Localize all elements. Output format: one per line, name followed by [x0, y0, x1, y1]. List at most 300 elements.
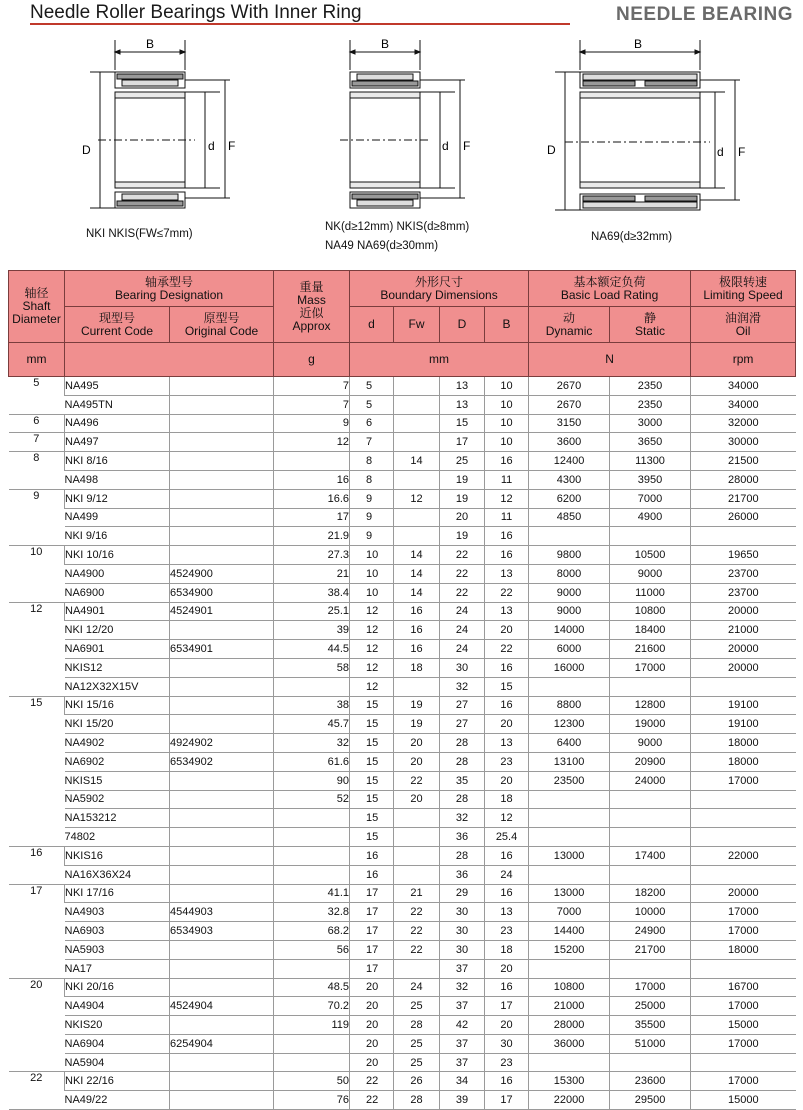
- cell-outer-D: 30: [440, 903, 485, 922]
- cell-original-code: 6254904: [170, 1034, 274, 1053]
- cell-current-code: 74802: [65, 828, 170, 847]
- header-fw: Fw: [394, 307, 440, 343]
- cell-limiting-speed: 34000: [691, 377, 796, 396]
- cell-mass: 27.3: [274, 546, 350, 565]
- cell-bore-d: 15: [350, 696, 394, 715]
- cell-width-B: 20: [485, 1016, 529, 1035]
- cell-shaft-diameter: 20: [9, 978, 65, 1072]
- cell-fw: 26: [394, 1072, 440, 1091]
- cell-original-code: [170, 377, 274, 396]
- cell-static-load: 9000: [610, 564, 691, 583]
- cell-original-code: 4524904: [170, 997, 274, 1016]
- cell-dynamic-load: 21000: [529, 997, 610, 1016]
- table-row: [9, 377, 796, 396]
- cell-limiting-speed: 18000: [691, 734, 796, 753]
- diagram-caption-na69: NA69(d≥32mm): [591, 231, 673, 243]
- cell-bore-d: 10: [350, 546, 394, 565]
- cell-dynamic-load: 4850: [529, 508, 610, 527]
- cell-mass: 76: [274, 1091, 350, 1110]
- page-header: [0, 0, 803, 30]
- cell-limiting-speed: 17000: [691, 1072, 796, 1091]
- brand-title: NEEDLE BEARING: [616, 4, 793, 25]
- cell-fw: [394, 846, 440, 865]
- unit-mass: g: [274, 343, 350, 377]
- cell-outer-D: 20: [440, 508, 485, 527]
- header-dynamic: 动 Dynamic: [529, 307, 610, 343]
- cell-static-load: 12800: [610, 696, 691, 715]
- cell-width-B: 17: [485, 1091, 529, 1110]
- cell-current-code: NA6901: [65, 640, 170, 659]
- cell-mass: 45.7: [274, 715, 350, 734]
- cell-fw: 22: [394, 771, 440, 790]
- cell-dynamic-load: 10800: [529, 978, 610, 997]
- cell-dynamic-load: 28000: [529, 1016, 610, 1035]
- header-bearing-designation: 轴承型号 Bearing Designation: [65, 271, 274, 307]
- cell-shaft-diameter: 7: [9, 433, 65, 452]
- table-row: [9, 828, 796, 847]
- cell-static-load: 25000: [610, 997, 691, 1016]
- cell-bore-d: 6: [350, 414, 394, 433]
- cell-bore-d: 8: [350, 470, 394, 489]
- header-basic-load-rating: 基本额定负荷 Basic Load Rating: [529, 271, 691, 307]
- cell-outer-D: 34: [440, 1072, 485, 1091]
- cell-mass: 58: [274, 658, 350, 677]
- bearing-diagram-na69: [540, 32, 760, 227]
- cell-outer-D: 22: [440, 564, 485, 583]
- cell-width-B: 20: [485, 715, 529, 734]
- cell-bore-d: 15: [350, 752, 394, 771]
- cell-limiting-speed: 21500: [691, 452, 796, 471]
- cell-width-B: 23: [485, 922, 529, 941]
- cell-width-B: 16: [485, 546, 529, 565]
- cell-static-load: 3000: [610, 414, 691, 433]
- table-row: [9, 715, 796, 734]
- cell-outer-D: 42: [440, 1016, 485, 1035]
- cell-original-code: 6534900: [170, 583, 274, 602]
- cell-bore-d: 12: [350, 621, 394, 640]
- cell-limiting-speed: 34000: [691, 395, 796, 414]
- cell-outer-D: 28: [440, 734, 485, 753]
- cell-bore-d: 17: [350, 959, 394, 978]
- cell-static-load: 3650: [610, 433, 691, 452]
- cell-fw: [394, 433, 440, 452]
- table-row: [9, 1053, 796, 1072]
- cell-static-load: 24900: [610, 922, 691, 941]
- cell-limiting-speed: 17000: [691, 903, 796, 922]
- cell-bore-d: 22: [350, 1072, 394, 1091]
- cell-mass: 70.2: [274, 997, 350, 1016]
- cell-current-code: NKI 15/20: [65, 715, 170, 734]
- cell-dynamic-load: 12300: [529, 715, 610, 734]
- cell-original-code: 4524901: [170, 602, 274, 621]
- cell-fw: 22: [394, 922, 440, 941]
- cell-bore-d: 5: [350, 395, 394, 414]
- cell-fw: 14: [394, 564, 440, 583]
- cell-original-code: [170, 414, 274, 433]
- cell-current-code: NKIS12: [65, 658, 170, 677]
- table-row: [9, 602, 796, 621]
- cell-width-B: 16: [485, 452, 529, 471]
- cell-bore-d: 7: [350, 433, 394, 452]
- cell-limiting-speed: 22000: [691, 846, 796, 865]
- table-row: [9, 959, 796, 978]
- cell-fw: 28: [394, 1016, 440, 1035]
- table-row: [9, 978, 796, 997]
- table-row: [9, 790, 796, 809]
- table-row: [9, 1072, 796, 1091]
- cell-width-B: 30: [485, 1034, 529, 1053]
- cell-fw: 28: [394, 1091, 440, 1110]
- cell-width-B: 10: [485, 433, 529, 452]
- cell-outer-D: 37: [440, 997, 485, 1016]
- cell-static-load: 9000: [610, 734, 691, 753]
- bearing-spec-table: [8, 270, 796, 1110]
- cell-current-code: NA6904: [65, 1034, 170, 1053]
- cell-mass: 50: [274, 1072, 350, 1091]
- cell-current-code: NKIS20: [65, 1016, 170, 1035]
- cell-current-code: NA4900: [65, 564, 170, 583]
- cell-outer-D: 32: [440, 978, 485, 997]
- cell-static-load: 10800: [610, 602, 691, 621]
- cell-outer-D: 24: [440, 621, 485, 640]
- cell-static-load: [610, 677, 691, 696]
- cell-dynamic-load: 2670: [529, 377, 610, 396]
- cell-outer-D: 28: [440, 790, 485, 809]
- cell-limiting-speed: 15000: [691, 1016, 796, 1035]
- cell-width-B: 11: [485, 508, 529, 527]
- cell-current-code: NA4904: [65, 997, 170, 1016]
- cell-outer-D: 28: [440, 846, 485, 865]
- cell-current-code: NA5902: [65, 790, 170, 809]
- cell-original-code: [170, 1053, 274, 1072]
- cell-original-code: [170, 828, 274, 847]
- cell-current-code: NA6902: [65, 752, 170, 771]
- diagram-caption-nk-line1: NK(d≥12mm) NKIS(d≥8mm): [325, 221, 470, 233]
- cell-width-B: 12: [485, 489, 529, 508]
- cell-bore-d: 17: [350, 903, 394, 922]
- cell-width-B: 16: [485, 846, 529, 865]
- cell-dynamic-load: 23500: [529, 771, 610, 790]
- cell-bore-d: 15: [350, 734, 394, 753]
- cell-dynamic-load: [529, 677, 610, 696]
- cell-width-B: 16: [485, 658, 529, 677]
- cell-fw: 14: [394, 452, 440, 471]
- table-row: [9, 621, 796, 640]
- cell-fw: 20: [394, 752, 440, 771]
- svg-text:F: F: [228, 139, 236, 153]
- svg-text:D: D: [547, 143, 556, 157]
- svg-text:F: F: [738, 145, 746, 159]
- cell-outer-D: 30: [440, 940, 485, 959]
- cell-static-load: 10000: [610, 903, 691, 922]
- cell-mass: 39: [274, 621, 350, 640]
- cell-mass: 44.5: [274, 640, 350, 659]
- cell-width-B: 22: [485, 583, 529, 602]
- cell-outer-D: 15: [440, 414, 485, 433]
- cell-mass: [274, 677, 350, 696]
- header-mass: 重量 Mass 近似 Approx: [274, 271, 350, 343]
- cell-shaft-diameter: 5: [9, 377, 65, 415]
- cell-limiting-speed: [691, 1053, 796, 1072]
- cell-original-code: [170, 546, 274, 565]
- cell-static-load: 10500: [610, 546, 691, 565]
- cell-mass: 52: [274, 790, 350, 809]
- cell-bore-d: 20: [350, 997, 394, 1016]
- cell-fw: 16: [394, 602, 440, 621]
- cell-width-B: 10: [485, 377, 529, 396]
- bearing-spec-body: [9, 377, 796, 1110]
- cell-limiting-speed: 19100: [691, 715, 796, 734]
- table-row: [9, 1016, 796, 1035]
- cell-dynamic-load: [529, 828, 610, 847]
- cell-mass: 16: [274, 470, 350, 489]
- cell-dynamic-load: [529, 809, 610, 828]
- cell-bore-d: 9: [350, 489, 394, 508]
- cell-width-B: 17: [485, 997, 529, 1016]
- cell-dynamic-load: 9800: [529, 546, 610, 565]
- cell-current-code: NKI 8/16: [65, 452, 170, 471]
- cell-static-load: 23600: [610, 1072, 691, 1091]
- cell-static-load: [610, 1053, 691, 1072]
- cell-original-code: [170, 489, 274, 508]
- cell-original-code: [170, 621, 274, 640]
- cell-outer-D: 32: [440, 809, 485, 828]
- cell-fw: [394, 828, 440, 847]
- cell-mass: 41.1: [274, 884, 350, 903]
- cell-mass: 7: [274, 377, 350, 396]
- cell-width-B: 25.4: [485, 828, 529, 847]
- bearing-diagram-nki: [70, 32, 270, 217]
- cell-current-code: NA17: [65, 959, 170, 978]
- cell-mass: [274, 865, 350, 884]
- svg-text:d: d: [208, 139, 215, 153]
- cell-width-B: 16: [485, 696, 529, 715]
- table-row: [9, 1034, 796, 1053]
- cell-bore-d: 12: [350, 677, 394, 696]
- cell-bore-d: 17: [350, 922, 394, 941]
- cell-width-B: 16: [485, 978, 529, 997]
- cell-current-code: NKI 20/16: [65, 978, 170, 997]
- cell-mass: [274, 828, 350, 847]
- unit-dimensions: mm: [350, 343, 529, 377]
- svg-text:B: B: [146, 37, 155, 51]
- cell-outer-D: 24: [440, 602, 485, 621]
- cell-bore-d: 5: [350, 377, 394, 396]
- bearing-diagram-nk: [330, 32, 490, 217]
- diagram-caption-nki: NKI NKIS(FW≤7mm): [86, 228, 193, 240]
- header-D: D: [440, 307, 485, 343]
- cell-original-code: [170, 1091, 274, 1110]
- cell-dynamic-load: 6400: [529, 734, 610, 753]
- table-row: [9, 433, 796, 452]
- cell-dynamic-load: 4300: [529, 470, 610, 489]
- cell-current-code: NKI 15/16: [65, 696, 170, 715]
- cell-mass: 25.1: [274, 602, 350, 621]
- svg-text:d: d: [717, 145, 724, 159]
- table-row: [9, 1091, 796, 1110]
- cell-shaft-diameter: 22: [9, 1072, 65, 1110]
- table-row: [9, 470, 796, 489]
- cell-outer-D: 17: [440, 433, 485, 452]
- table-row: [9, 583, 796, 602]
- cell-width-B: 13: [485, 564, 529, 583]
- header-original-code: 原型号 Original Code: [170, 307, 274, 343]
- cell-bore-d: 16: [350, 846, 394, 865]
- cell-original-code: [170, 940, 274, 959]
- cell-limiting-speed: 19650: [691, 546, 796, 565]
- cell-shaft-diameter: 12: [9, 602, 65, 696]
- cell-outer-D: 37: [440, 1053, 485, 1072]
- cell-static-load: 19000: [610, 715, 691, 734]
- table-row: [9, 903, 796, 922]
- cell-original-code: [170, 846, 274, 865]
- cell-outer-D: 37: [440, 959, 485, 978]
- cell-outer-D: 27: [440, 696, 485, 715]
- table-row: [9, 546, 796, 565]
- cell-dynamic-load: 8800: [529, 696, 610, 715]
- cell-dynamic-load: 9000: [529, 583, 610, 602]
- cell-limiting-speed: 28000: [691, 470, 796, 489]
- cell-shaft-diameter: 17: [9, 884, 65, 978]
- cell-original-code: [170, 433, 274, 452]
- cell-original-code: [170, 1072, 274, 1091]
- cell-static-load: 17000: [610, 658, 691, 677]
- cell-bore-d: 16: [350, 865, 394, 884]
- cell-fw: [394, 527, 440, 546]
- cell-original-code: [170, 470, 274, 489]
- svg-text:B: B: [381, 37, 390, 51]
- cell-dynamic-load: 14400: [529, 922, 610, 941]
- cell-dynamic-load: [529, 959, 610, 978]
- cell-mass: 68.2: [274, 922, 350, 941]
- svg-text:D: D: [82, 143, 91, 157]
- cell-mass: [274, 809, 350, 828]
- cell-current-code: NA499: [65, 508, 170, 527]
- cell-static-load: 3950: [610, 470, 691, 489]
- cell-bore-d: 12: [350, 658, 394, 677]
- cell-static-load: [610, 959, 691, 978]
- cell-original-code: [170, 809, 274, 828]
- cell-outer-D: 35: [440, 771, 485, 790]
- cell-dynamic-load: 6200: [529, 489, 610, 508]
- cell-shaft-diameter: 9: [9, 489, 65, 545]
- cell-fw: 24: [394, 978, 440, 997]
- cell-fw: 19: [394, 696, 440, 715]
- cell-original-code: 6534902: [170, 752, 274, 771]
- cell-bore-d: 20: [350, 1034, 394, 1053]
- cell-dynamic-load: 7000: [529, 903, 610, 922]
- page-title: Needle Roller Bearings With Inner Ring: [30, 2, 362, 23]
- cell-fw: [394, 865, 440, 884]
- cell-limiting-speed: [691, 828, 796, 847]
- cell-width-B: 23: [485, 1053, 529, 1072]
- cell-width-B: 10: [485, 414, 529, 433]
- cell-limiting-speed: 23700: [691, 583, 796, 602]
- table-row: [9, 640, 796, 659]
- cell-fw: 22: [394, 940, 440, 959]
- cell-current-code: NKI 17/16: [65, 884, 170, 903]
- cell-mass: 48.5: [274, 978, 350, 997]
- cell-outer-D: 22: [440, 546, 485, 565]
- cell-mass: 21: [274, 564, 350, 583]
- cell-fw: 21: [394, 884, 440, 903]
- cell-static-load: 2350: [610, 377, 691, 396]
- title-underline: [30, 23, 570, 25]
- cell-bore-d: 15: [350, 790, 394, 809]
- cell-outer-D: 32: [440, 677, 485, 696]
- cell-current-code: NA12X32X15V: [65, 677, 170, 696]
- cell-width-B: 22: [485, 640, 529, 659]
- cell-static-load: 18400: [610, 621, 691, 640]
- cell-fw: 16: [394, 621, 440, 640]
- cell-original-code: [170, 959, 274, 978]
- cell-dynamic-load: 12400: [529, 452, 610, 471]
- cell-mass: 21.9: [274, 527, 350, 546]
- cell-bore-d: 20: [350, 1016, 394, 1035]
- cell-width-B: 20: [485, 959, 529, 978]
- unit-speed: rpm: [691, 343, 796, 377]
- cell-dynamic-load: 22000: [529, 1091, 610, 1110]
- cell-outer-D: 13: [440, 377, 485, 396]
- cell-width-B: 20: [485, 771, 529, 790]
- cell-fw: 16: [394, 640, 440, 659]
- cell-fw: 14: [394, 546, 440, 565]
- cell-limiting-speed: 15000: [691, 1091, 796, 1110]
- table-row: [9, 564, 796, 583]
- cell-fw: 25: [394, 1034, 440, 1053]
- cell-static-load: 2350: [610, 395, 691, 414]
- cell-current-code: NKI 12/20: [65, 621, 170, 640]
- cell-width-B: 23: [485, 752, 529, 771]
- cell-mass: 56: [274, 940, 350, 959]
- cell-dynamic-load: 13000: [529, 846, 610, 865]
- cell-mass: [274, 846, 350, 865]
- table-row: [9, 771, 796, 790]
- cell-limiting-speed: 26000: [691, 508, 796, 527]
- cell-dynamic-load: 15300: [529, 1072, 610, 1091]
- cell-original-code: [170, 696, 274, 715]
- cell-bore-d: 9: [350, 527, 394, 546]
- cell-mass: 16.6: [274, 489, 350, 508]
- cell-original-code: [170, 884, 274, 903]
- cell-bore-d: 9: [350, 508, 394, 527]
- table-row: [9, 489, 796, 508]
- cell-mass: 9: [274, 414, 350, 433]
- cell-limiting-speed: 30000: [691, 433, 796, 452]
- cell-dynamic-load: 36000: [529, 1034, 610, 1053]
- cell-original-code: [170, 395, 274, 414]
- cell-limiting-speed: 18000: [691, 752, 796, 771]
- svg-text:d: d: [442, 139, 449, 153]
- table-row: [9, 940, 796, 959]
- cell-static-load: 21600: [610, 640, 691, 659]
- cell-width-B: 20: [485, 621, 529, 640]
- svg-text:B: B: [634, 37, 643, 51]
- cell-limiting-speed: [691, 790, 796, 809]
- table-row: [9, 997, 796, 1016]
- cell-current-code: NKI 10/16: [65, 546, 170, 565]
- cell-limiting-speed: 17000: [691, 771, 796, 790]
- cell-limiting-speed: [691, 959, 796, 978]
- cell-static-load: 11000: [610, 583, 691, 602]
- cell-static-load: [610, 790, 691, 809]
- cell-limiting-speed: 17000: [691, 997, 796, 1016]
- cell-current-code: NA6900: [65, 583, 170, 602]
- table-row: [9, 414, 796, 433]
- cell-dynamic-load: 14000: [529, 621, 610, 640]
- cell-original-code: [170, 527, 274, 546]
- cell-original-code: [170, 658, 274, 677]
